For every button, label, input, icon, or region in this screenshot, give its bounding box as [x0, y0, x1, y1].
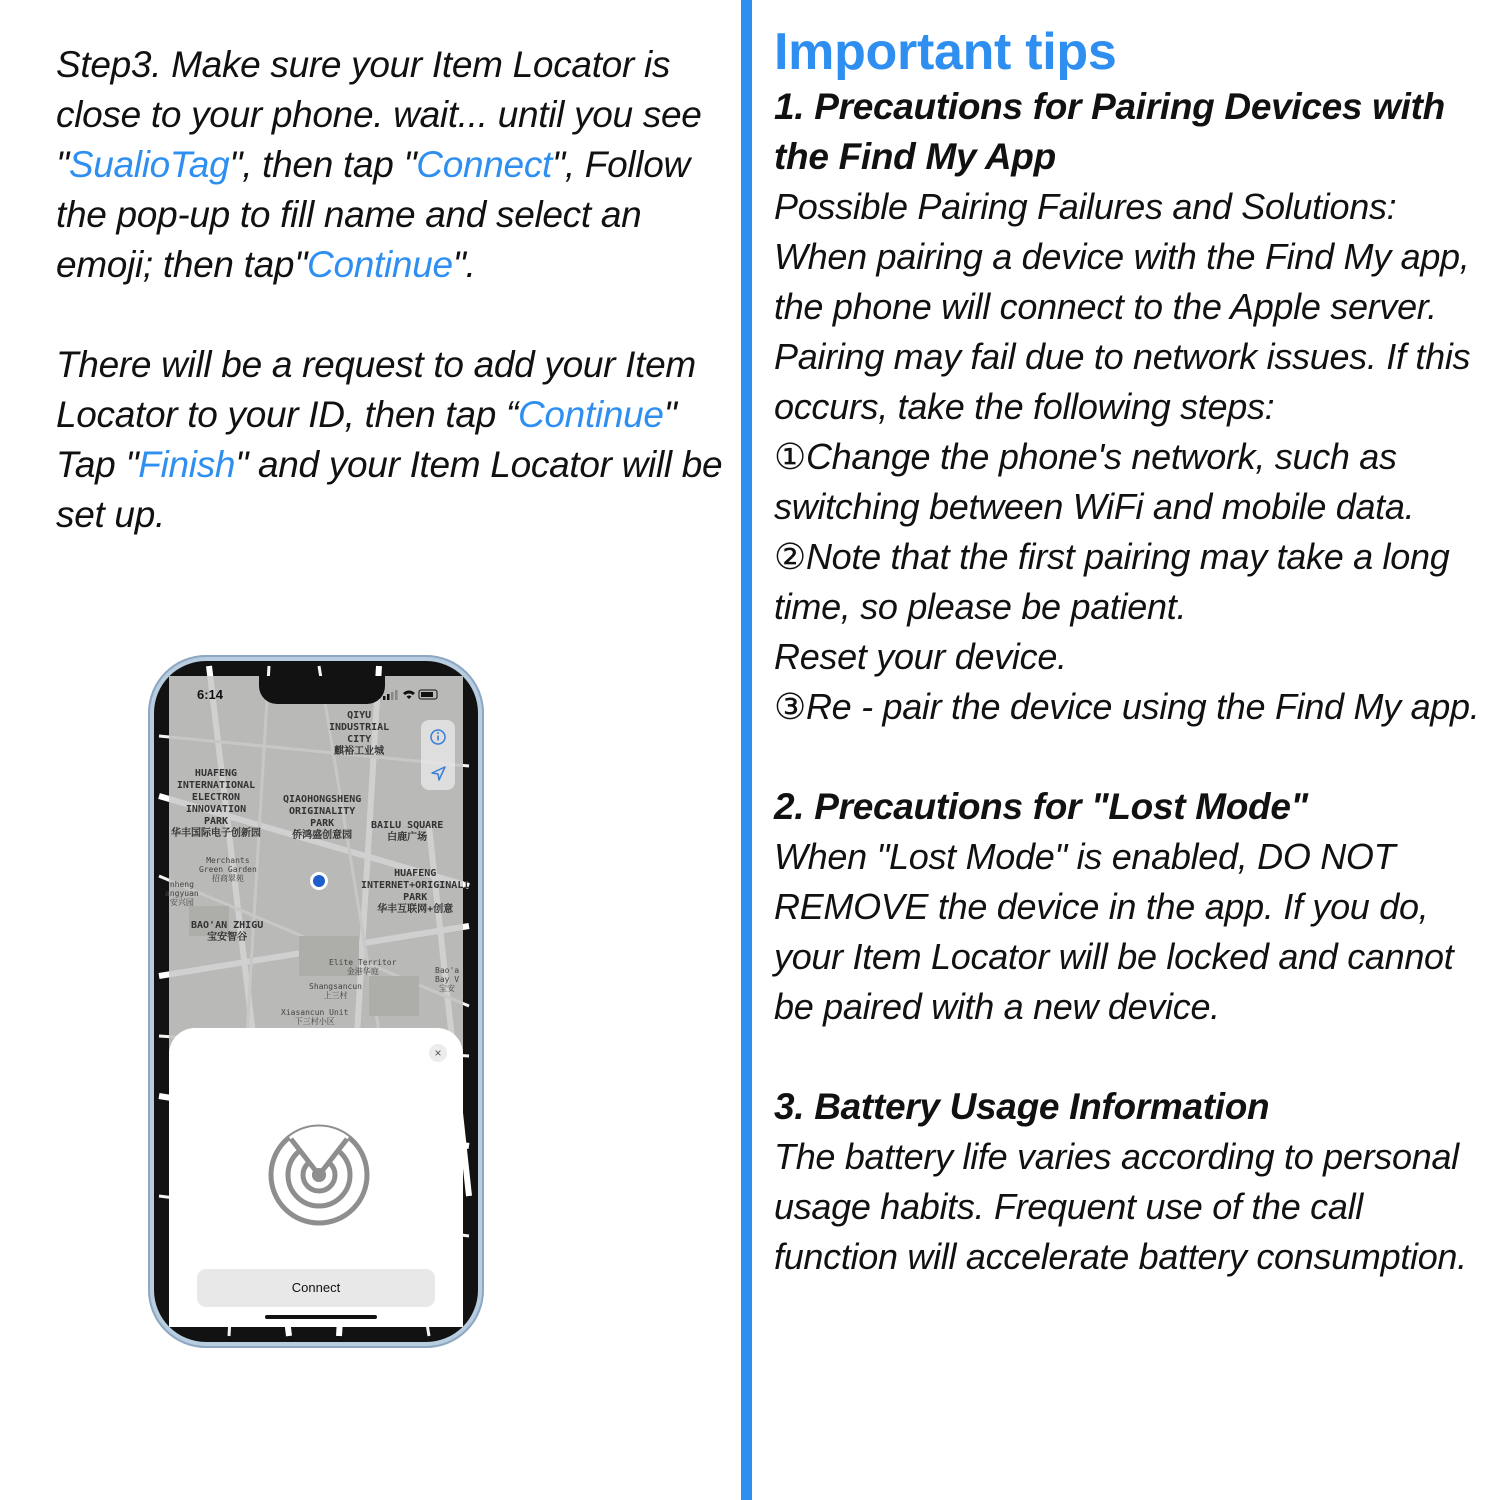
- status-icons: [383, 688, 439, 700]
- continue-highlight: Continue: [307, 244, 453, 285]
- section-text: Reset your device.: [774, 636, 1067, 677]
- section-text: ①Change the phone's network, such as switching between WiFi and mobile data.: [774, 436, 1415, 527]
- device-name-highlight: SualioTag: [68, 144, 230, 185]
- section-text: ③Re - pair the device using the Find My app.: [774, 686, 1480, 727]
- map-label: Merchants Green Garden 招商翠苑: [199, 856, 257, 883]
- step3-paragraph: [56, 40, 726, 290]
- text: ", then tap ": [229, 144, 417, 185]
- phone-screen: [165, 676, 470, 1327]
- section-text: ②Note that the first pairing may take a long time, so please be patient.: [774, 536, 1450, 627]
- map-label: QIAOHONGSHENG ORIGINALITY PARK 侨鸿盛创意园: [283, 794, 362, 841]
- status-time: 6:14: [197, 687, 224, 702]
- section-text: When "Lost Mode" is enabled, DO NOT REMOVE the device in the app. If you do, your Item Locator will be locked and cannot be paired with a new device.: [774, 836, 1454, 1027]
- continue-highlight: Continue: [517, 394, 664, 435]
- important-tips: [774, 22, 1489, 1282]
- blue-divider: [741, 0, 752, 1500]
- map-label: Bao'a Bay V 宝安: [435, 966, 460, 993]
- map-label: BAILU SQUARE 白鹿广场: [371, 820, 444, 843]
- map-label: HUAFENG INTERNATIONAL ELECTRON INNOVATION PARK 华丰国际电子创新园: [171, 768, 261, 839]
- section-text: When pairing a device with the Find My app, the phone will connect to the Apple server. Pairing may fail due to network issues. If this occurs, take the following steps:: [774, 236, 1471, 427]
- connect-button[interactable]: Connect: [197, 1269, 435, 1307]
- map-label: Elite Territor 金港华庭: [329, 958, 397, 976]
- current-location-dot: [313, 875, 325, 887]
- spacer: [774, 732, 1489, 782]
- section-text: Possible Pairing Failures and Solutions:: [774, 186, 1397, 227]
- info-icon[interactable]: [421, 720, 455, 754]
- setup-instructions: [56, 40, 726, 540]
- map-label: Shangsancun 上三村: [309, 982, 362, 1000]
- spacer: [774, 1032, 1489, 1082]
- section-heading: 3. Battery Usage Information: [774, 1086, 1270, 1127]
- map-label: Xiasancun Unit 下三村小区: [281, 1008, 349, 1026]
- map-label: BAO'AN ZHIGU 宝安智谷: [191, 920, 264, 943]
- phone-notch: [259, 676, 385, 704]
- airtag-radar-icon: [267, 1123, 371, 1227]
- tips-title: Important tips: [774, 23, 1117, 81]
- section-heading: 1. Precautions for Pairing Devices with the Find My App: [774, 86, 1445, 177]
- text: " and your Item Locator will be set up.: [56, 444, 723, 535]
- text: There will be a request to add your Item Locator to your ID, then tap “: [56, 344, 696, 435]
- connect-sheet: [169, 1028, 463, 1327]
- text: Step3. Make sure your Item Locator is close to your phone. wait... until you see ": [56, 44, 702, 185]
- phone-bezel: [154, 661, 478, 1342]
- close-icon[interactable]: ×: [429, 1044, 447, 1062]
- location-arrow-icon[interactable]: [421, 756, 455, 790]
- finish-highlight: Finish: [138, 444, 236, 485]
- map-label: HUAFENG INTERNET+ORIGINALI PARK 华丰互联网+创意: [361, 868, 470, 915]
- section-heading: 2. Precautions for "Lost Mode": [774, 786, 1308, 827]
- text: " Tap ": [56, 394, 677, 485]
- connect-highlight: Connect: [416, 144, 553, 185]
- home-indicator: [265, 1315, 377, 1319]
- map-label: nheng angyuan 安兴园: [165, 880, 199, 907]
- text: ", Follow the pop-up to fill name and select an emoji; then tap": [56, 144, 690, 285]
- map-label: QIYU INDUSTRIAL CITY 麒裕工业城: [329, 710, 390, 757]
- text: ".: [452, 244, 476, 285]
- phone-illustration: [148, 655, 484, 1348]
- section-text: The battery life varies according to personal usage habits. Frequent use of the call function will accelerate battery consumption.: [774, 1136, 1467, 1277]
- map-controls: [421, 720, 455, 790]
- finish-paragraph: [56, 340, 726, 540]
